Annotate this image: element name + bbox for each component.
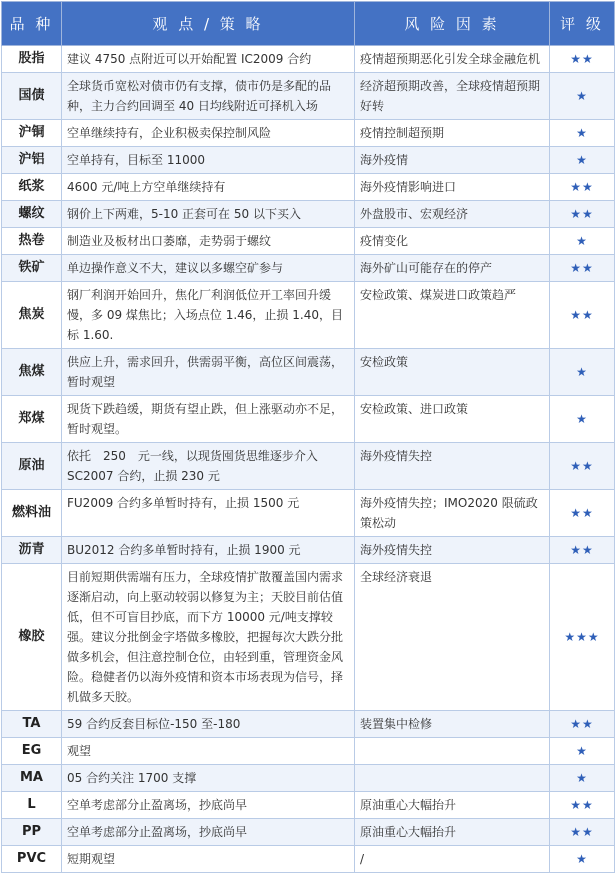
rating-stars: ★★ <box>550 282 615 349</box>
risk-factors: 安检政策、煤炭进口政策趋严 <box>355 282 550 349</box>
rating-stars: ★ <box>550 396 615 443</box>
strategy-text: 依托 250 元一线，以现货囤货思维逐步介入 SC2007 合约，止损 230 元 <box>62 443 355 490</box>
risk-factors: 原油重心大幅抬升 <box>355 819 550 846</box>
strategy-text: 空单考虑部分止盈离场，抄底尚早 <box>62 792 355 819</box>
strategy-text: 现货下跌趋缓，期货有望止跌，但上涨驱动亦不足，暂时观望。 <box>62 396 355 443</box>
commodity-name: 国债 <box>2 73 62 120</box>
risk-factors: 原油重心大幅抬升 <box>355 792 550 819</box>
rating-stars: ★★ <box>550 255 615 282</box>
risk-factors <box>355 765 550 792</box>
table-row <box>2 73 615 120</box>
rating-stars: ★ <box>550 73 615 120</box>
commodity-name: TA <box>2 711 62 738</box>
risk-factors: 装置集中检修 <box>355 711 550 738</box>
table-row <box>2 443 615 490</box>
table-row <box>2 396 615 443</box>
strategy-table <box>1 1 615 873</box>
table-row <box>2 819 615 846</box>
risk-factors <box>355 738 550 765</box>
risk-factors: 全球经济衰退 <box>355 564 550 711</box>
strategy-text: 空单继续持有，企业积极卖保控制风险 <box>62 120 355 147</box>
rating-stars: ★ <box>550 147 615 174</box>
rating-stars: ★ <box>550 738 615 765</box>
header-strategy: 观 点 / 策 略 <box>62 2 355 46</box>
strategy-text: 空单持有，目标至 11000 <box>62 147 355 174</box>
commodity-name: 沥青 <box>2 537 62 564</box>
commodity-name: 原油 <box>2 443 62 490</box>
strategy-text: 空单考虑部分止盈离场，抄底尚早 <box>62 819 355 846</box>
table-row <box>2 201 615 228</box>
commodity-name: 热卷 <box>2 228 62 255</box>
table-header-row <box>2 2 615 46</box>
header-rating: 评 级 <box>550 2 615 46</box>
strategy-text: 观望 <box>62 738 355 765</box>
risk-factors: 海外疫情影响进口 <box>355 174 550 201</box>
table-body <box>2 46 615 873</box>
commodity-name: 焦煤 <box>2 349 62 396</box>
commodity-name: 燃料油 <box>2 490 62 537</box>
commodity-name: 纸浆 <box>2 174 62 201</box>
commodity-name: 焦炭 <box>2 282 62 349</box>
table-row <box>2 765 615 792</box>
risk-factors: 经济超预期改善，全球疫情超预期好转 <box>355 73 550 120</box>
table-row <box>2 490 615 537</box>
risk-factors: 海外疫情 <box>355 147 550 174</box>
rating-stars: ★★ <box>550 490 615 537</box>
commodity-name: 股指 <box>2 46 62 73</box>
table-row <box>2 147 615 174</box>
strategy-text: 制造业及板材出口萎靡，走势弱于螺纹 <box>62 228 355 255</box>
commodity-name: PP <box>2 819 62 846</box>
risk-factors: 海外疫情失控 <box>355 537 550 564</box>
table-row <box>2 564 615 711</box>
strategy-text: 建议 4750 点附近可以开始配置 IC2009 合约 <box>62 46 355 73</box>
rating-stars: ★★ <box>550 819 615 846</box>
table-row <box>2 711 615 738</box>
header-name: 品 种 <box>2 2 62 46</box>
rating-stars: ★ <box>550 846 615 873</box>
rating-stars: ★★ <box>550 174 615 201</box>
rating-stars: ★ <box>550 120 615 147</box>
strategy-text: 单边操作意义不大，建议以多螺空矿参与 <box>62 255 355 282</box>
strategy-text: FU2009 合约多单暂时持有，止损 1500 元 <box>62 490 355 537</box>
table-row <box>2 792 615 819</box>
strategy-text: 4600 元/吨上方空单继续持有 <box>62 174 355 201</box>
strategy-text: 短期观望 <box>62 846 355 873</box>
rating-stars: ★ <box>550 228 615 255</box>
commodity-name: EG <box>2 738 62 765</box>
strategy-text: 钢厂利润开始回升，焦化厂利润低位开工率回升缓慢，多 09 煤焦比；入场点位 1.46，止损 1.40，目标 1.60. <box>62 282 355 349</box>
risk-factors: 外盘股市、宏观经济 <box>355 201 550 228</box>
rating-stars: ★★ <box>550 46 615 73</box>
risk-factors: 海外矿山可能存在的停产 <box>355 255 550 282</box>
commodity-name: PVC <box>2 846 62 873</box>
rating-stars: ★★ <box>550 792 615 819</box>
commodity-name: 沪铝 <box>2 147 62 174</box>
rating-stars: ★★ <box>550 537 615 564</box>
table-row <box>2 846 615 873</box>
table-row <box>2 255 615 282</box>
rating-stars: ★★ <box>550 201 615 228</box>
commodity-name: 铁矿 <box>2 255 62 282</box>
commodity-name: MA <box>2 765 62 792</box>
risk-factors: 疫情控制超预期 <box>355 120 550 147</box>
rating-stars: ★★ <box>550 443 615 490</box>
header-risk: 风 险 因 素 <box>355 2 550 46</box>
commodity-name: 橡胶 <box>2 564 62 711</box>
strategy-text: 05 合约关注 1700 支撑 <box>62 765 355 792</box>
table-row <box>2 174 615 201</box>
commodity-name: 沪铜 <box>2 120 62 147</box>
table-row <box>2 537 615 564</box>
rating-stars: ★★★ <box>550 564 615 711</box>
risk-factors: 疫情超预期恶化引发全球金融危机 <box>355 46 550 73</box>
rating-stars: ★ <box>550 765 615 792</box>
table-row <box>2 349 615 396</box>
commodity-name: 螺纹 <box>2 201 62 228</box>
strategy-text: 全球货币宽松对债市仍有支撑，债市仍是多配的品种，主力合约回调至 40 日均线附近可择机入场 <box>62 73 355 120</box>
table-row <box>2 46 615 73</box>
commodity-name: 郑煤 <box>2 396 62 443</box>
risk-factors: 安检政策、进口政策 <box>355 396 550 443</box>
strategy-text: 目前短期供需端有压力，全球疫情扩散覆盖国内需求逐渐启动，向上驱动较弱以修复为主；天胶目前估值低，但不可盲目抄底，而下方 10000 元/吨支撑较强。建议分批倒金字塔做多橡胶，把握每次大跌分批做多机会，但注意控制仓位，由轻到重，管理资金风险。稳健者仍以海外疫情和资本市场表现为信号，择机做多天胶。 <box>62 564 355 711</box>
strategy-text: BU2012 合约多单暂时持有，止损 1900 元 <box>62 537 355 564</box>
strategy-text: 59 合约反套目标位-150 至-180 <box>62 711 355 738</box>
risk-factors: / <box>355 846 550 873</box>
table-row <box>2 282 615 349</box>
table-row <box>2 738 615 765</box>
risk-factors: 疫情变化 <box>355 228 550 255</box>
commodity-name: L <box>2 792 62 819</box>
risk-factors: 海外疫情失控；IMO2020 限硫政策松动 <box>355 490 550 537</box>
table-row <box>2 120 615 147</box>
strategy-text: 钢价上下两难，5-10 正套可在 50 以下买入 <box>62 201 355 228</box>
strategy-text: 供应上升，需求回升，供需弱平衡，高位区间震荡，暂时观望 <box>62 349 355 396</box>
rating-stars: ★ <box>550 349 615 396</box>
risk-factors: 安检政策 <box>355 349 550 396</box>
table-row <box>2 228 615 255</box>
risk-factors: 海外疫情失控 <box>355 443 550 490</box>
rating-stars: ★★ <box>550 711 615 738</box>
